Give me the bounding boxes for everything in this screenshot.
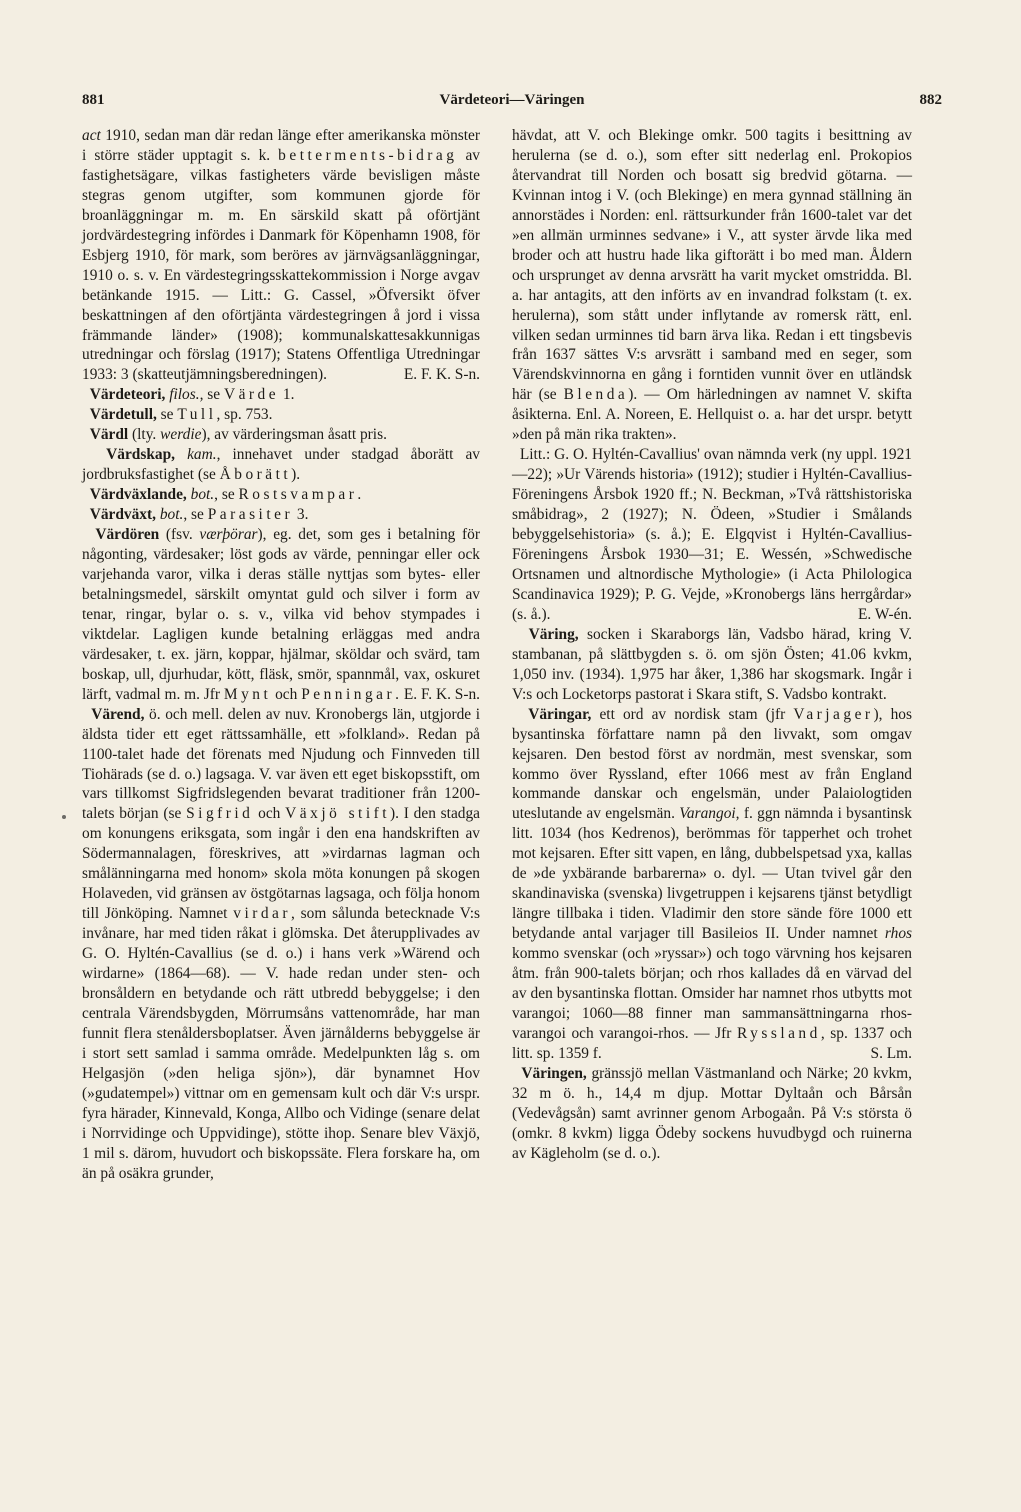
- page-header: [82, 92, 942, 114]
- cross-reference: Ryssland: [737, 1024, 821, 1042]
- text-italic: werdie: [160, 426, 202, 444]
- text: ). — Om härledningen av namnet V. skifta åsikterna. Enl. A. Noreen, E. Hellquist o. a. har det urspr. betytt »den på män rika trakten».: [512, 386, 913, 444]
- text: hävdat, att V. och Blekinge omkr. 500 tagits i besittning av herulerna (se d. o.), som efter sitt nederlag enl. Prokopios återvandrat till Norden och bosatt sig bredvid götarna. — Kvinnan intog i V. (och Blekinge) en mera gynnad ställning än annorstädes i Norden: enl. rättsurkunder från 1600-talet var det »en allmän urminnes sedvane» i V., att syster ärvde lika med broder och att hustru hade lika giftorätt i bo med man. Åldern och ursprunget av denna arvsrätt ha varit mycket omstridda. Bl. a. har antagits, att den införts av en invandrad folkstam (t. ex. herulerna), som stått under inflytande av romersk rätt, enl. vilken sedan urminnes tid barn ärva lika. Redan i ett tingsbevis från 1637 sättes V:s arvsrätt i samband med en seger, som Värendskvinnorna en gång i forntiden vunnit över en utländsk här (se: [512, 127, 912, 404]
- text-italic: bot.: [159, 506, 184, 524]
- text: .: [395, 685, 399, 703]
- entry-varing: [512, 625, 912, 705]
- headword: Värdväxt,: [89, 506, 156, 524]
- text-italic: værþörar: [199, 526, 258, 544]
- text: gränssjö mellan Västmanland och Närke; 20 kvkm, 32 m ö. h., 14,4 m djup. Mottar Dyltaån och Bårsån (Vedevågsån) samt avrinner genom Arbogaån. På V:s största ö (omkr. 8 kvkm) ligga Ödeby sockens huvudbygd och ruinerna av Kägleholm (se d. o.).: [512, 1064, 912, 1162]
- text: se: [203, 386, 224, 404]
- text: se: [156, 406, 178, 424]
- cross-reference: Varjager: [793, 705, 874, 723]
- author-signature: E. F. K. S-n.: [403, 366, 480, 384]
- entry-varingen: [512, 1064, 912, 1164]
- text: och: [253, 805, 286, 823]
- text: kommo svenskar (och »ryssar») och togo värvning hos kejsaren åtm. från 900-talets början; och rhos kallades då en värvad del av den bysantinska flottan. Omsider har namnet rhos utbytts mot varangoi; 1060—88 finner man sammansättningarna rhos-varangoi och varangoi-rhos. — Jfr: [512, 945, 912, 1042]
- author-signature: E. W-én.: [858, 605, 912, 623]
- entry-vardvaxt: [82, 505, 480, 525]
- margin-mark: [62, 815, 66, 819]
- text: ), av värderingsman åsatt pris.: [201, 426, 387, 444]
- entry-varend-literature: [512, 445, 912, 625]
- text: ), hos bysantinska författare namn på den livvakt, som omgav kejsaren. Den bestod först av nordmän, mest svenskar, som kommo över Ryssland, efter 1066 mest av från England kommande danskar och engelsmän, under Palaiologtiden uteslutande av engelsmän.: [512, 705, 912, 823]
- entry-vardeteori: [82, 385, 480, 405]
- entry-vardoren: [82, 525, 480, 705]
- cross-reference: Värde: [223, 386, 280, 404]
- headword: Väringen,: [521, 1064, 587, 1082]
- text: , sp. 753.: [216, 406, 273, 424]
- cross-reference: Rostsvampar: [238, 486, 358, 504]
- text: 1910, sedan man där redan länge efter amerikanska mönster i större städer upptagit s. k.: [82, 127, 480, 164]
- cross-reference: Åborätt: [219, 466, 292, 484]
- text: Litt.: G. O. Hyltén-Cavallius' ovan nämnda verk (ny uppl. 1921—22); »Ur Värends historia» (1912); studier i Hyltén-Cavallius-Föreningens Årsbok 1920 ff.; N. Beckman, »Två rättshistoriska småbidrag», 2 (1927); N. Ödeen, »Studier i Smålands bebyggelsehistoria» (s. å.); E. Elgqvist i Hyltén-Cavallius-Föreningens Årsbok 1930—31; E. Wessén, »Schwedische Ortsnamen und altnordische Mythologie» (i Acta Philologica Scandinavica 1929); P. G. Vejde, »Kronobergs läns herrgårdar» (s. å.).: [512, 446, 912, 623]
- text: ).: [291, 466, 301, 484]
- entry-vardl: [82, 425, 480, 445]
- cross-reference: Växjö stift: [285, 805, 391, 823]
- headword: Väring,: [528, 625, 579, 643]
- cross-reference: Parasiter: [207, 506, 294, 524]
- page-number-right: 882: [919, 92, 942, 108]
- text-spaced: betterments-bidrag: [278, 146, 458, 164]
- entry-vardvaxlande: [82, 485, 480, 505]
- cross-reference: Tull: [177, 406, 217, 424]
- text: , som sålunda betecknade V:s invånare, har med tiden råkat i glömska. Det återupplivades av G. O. Hyltén-Cavallius (se d. o.) i hans verk »Wärend och wirdarne» (1864—68). — V. hade redan under sten- och bronsåldern en betydande och rätt utbredd bebyggelse; i den centrala Värendsbygden, Mörrumsåns vattenområde, har man funnit flera stenåldersboplatser. Även järnålderns bebyggelse är i stort sett samlad i samma område. Medelpunkten låg s. om Helgasjön (»den heliga sjön»), där bynamnet Hov (»gudatempel») vittnar om en gemensam kult och där V:s urspr. fyra härader, Kinnevald, Konga, Allbo och Vidinge (senare delat i Norrvidinge och Uppvidinge), stötte ihop. Senare blev Växjö, 1 mil s. därom, huvudort och biskopssäte. Flera forskare ha, om än på osäkra grunder,: [82, 905, 480, 1182]
- cross-reference: Blenda: [563, 386, 629, 404]
- text-italic: bot.: [190, 486, 215, 504]
- text: , se: [183, 506, 208, 524]
- entry-vardskap: [82, 445, 480, 485]
- text: f. ggn nämnda i bysantinsk litt. 1034 (hos Kedrenos), berömmas för tapperhet och trohet mot kejsaren. Efter sitt vapen, en lång, dubbelspetsad yxa, kallas de »de yxbärande barbarerna» o. dyl. — Utan tvivel går den skandinaviska (svenska) livgetruppen i kejsarens tjänst betydligt längre tillbaka i tiden. Vladimir den store sände före 1000 ett betydande antal varjager till Basileios II. Under namnet: [512, 805, 912, 943]
- text-italic: kam.: [187, 446, 217, 464]
- headword: Väringar,: [528, 705, 592, 723]
- right-column: [512, 126, 912, 1164]
- text-italic: rhos: [884, 925, 912, 943]
- headword: Värend,: [91, 705, 145, 723]
- text: , innehavet under stadgad åborätt av jordbruksfastighet (se: [82, 446, 480, 484]
- page-number-left: 881: [82, 92, 105, 108]
- text: ). I den stadga om konungens eriksgata, som ingår i den ena handskriften av Södermannalagen, föreskrives, att »virdarnas lagman och smålänningarna med honom» skola möta konungen på skogen Holaveden, vid gränsen av östgötarnas lagsaga, och följa honom till Jönköping. Namnet: [82, 805, 481, 923]
- author-signature: S. Lm.: [870, 1044, 912, 1062]
- entry-continuation: [82, 126, 480, 385]
- text: av fastighetsägare, vilkas fastigheters värde bevisligen måste stegras genom utgifter, som kommunen gjorde för broanläggningar m. m. En särskild skatt på oförtjänt jordvärdestegring infördes i Danmark för Köpenhamn 1908, för Esbjerg 1910, för mark, som beröres av järnvägsanläggningar, 1910 o. s. v. En värdestegringsskattekommission i Norge avgav betänkande 1915. — Litt.: G. Cassel, »Öfversikt öfver beskattningen af den oförtjänta värdestegringen å jord i vissa främmande länder» (1908); kommunalskattesakkunnigas utredningar och förslag (1917); Statens Offentliga Utredningar 1933: 3 (skatteutjämningsberedningen).: [82, 146, 480, 384]
- headword: Värdl: [89, 426, 129, 444]
- text: (fsv.: [159, 526, 200, 544]
- headword: Värdetull,: [89, 406, 157, 424]
- text: ö. och mell. delen av nuv. Kronobergs län, utgjorde i äldsta tider ett eget rättssamhälle, ett »folkland». Redan på 1100-talet hade det förenats med Njudung och Finnveden till Tiohärads (se d. o.) lagsaga. V. var även ett eget biskopsstift, om vars tillkomst Sigfridslegenden bevarat traditioner från 1200-talets början (se: [82, 705, 480, 823]
- author-signature: E. F. K. S-n.: [403, 685, 480, 703]
- headword: Värdväxlande,: [89, 486, 187, 504]
- text-spaced: virdar: [233, 905, 292, 923]
- running-title: Värdeteori—Väringen: [439, 92, 585, 108]
- left-column: [82, 126, 480, 1184]
- headword: Värdskap,: [106, 446, 176, 464]
- entry-vardetull: [82, 405, 480, 425]
- text: 3.: [293, 506, 309, 524]
- text: och: [271, 685, 302, 703]
- text: ), eg. det, som ges i betalning för någonting, värdesaker; löst gods av värde, penningar eller ock varjehanda varor, vilka i deras ställe nyttjas som bytes- eller betalningsmedel, särskilt omyntat guld och silver i form av tenar, ringar, bylar o. s. v., vilka vid behov stympades i viktdelar. Lagligen kunde betalning erläggas med andra värdesaker, t. ex. järn, koppar, hjälmar, sköldar och svärd, tam boskap, ull, djurhudar, kött, fläsk, smör, spannmål, vax, oskuret lärft, vadmal m. m. Jfr: [82, 526, 480, 703]
- text-italic: filos.,: [169, 386, 204, 404]
- headword: Värdeteori,: [89, 386, 166, 404]
- entry-varingar: [512, 705, 912, 1064]
- text: 1.: [279, 386, 295, 404]
- entry-varend: [82, 705, 480, 1184]
- text: ett ord av nordisk stam (jfr: [591, 705, 794, 723]
- text-italic: Varangoi,: [679, 805, 740, 823]
- text: , se: [214, 486, 239, 504]
- text: , sp. 1337 och litt. sp. 1359 f.: [512, 1024, 912, 1062]
- cross-reference: Penningar: [301, 685, 396, 703]
- cross-reference: Mynt: [223, 685, 272, 703]
- text: (lty.: [128, 426, 161, 444]
- text: .: [357, 486, 362, 504]
- text: socken i Skaraborgs län, Vadsbo härad, kring V. stambanan, på slättbygden s. ö. om sjön Östen; 41.06 kvkm, 1,050 inv. (1934). 1,975 har åker, 1,386 har skogsmark. Ingår i V:s och Locketorps pastorat i Skara stift, S. Vadsbo kontrakt.: [512, 625, 912, 703]
- text-italic: act: [82, 127, 101, 144]
- headword: Värdören: [95, 526, 160, 544]
- cross-reference: Sigfrid: [186, 805, 254, 823]
- entry-varend-continued: [512, 126, 912, 445]
